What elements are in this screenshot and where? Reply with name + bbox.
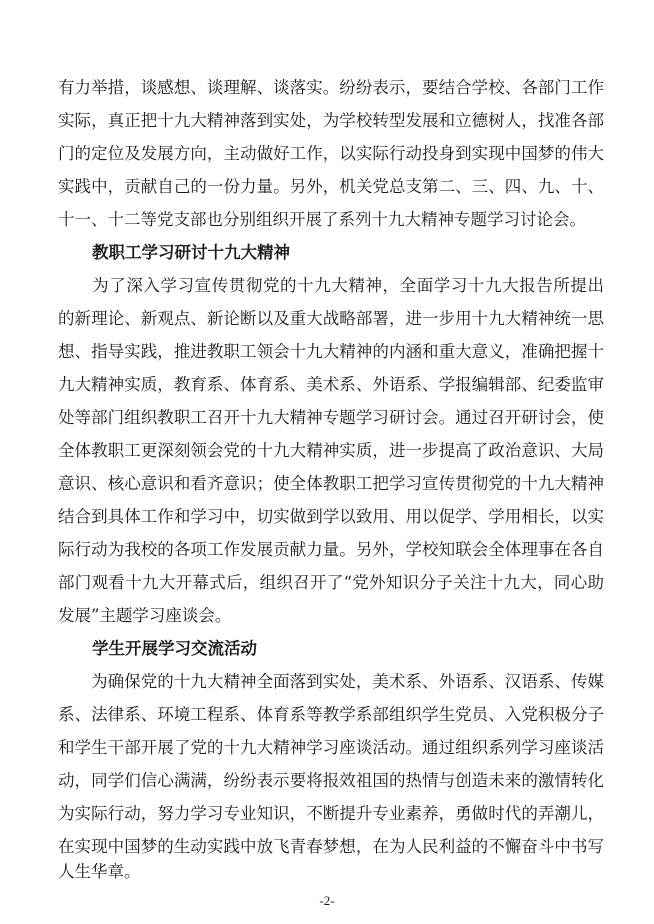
body-text-line: 实际，真正把十九大精神落到实处，为学校转型发展和立德树人，找准各部 [58, 111, 604, 130]
body-text-line: 人生华章。 [58, 862, 141, 881]
body-text-line: 在实现中国梦的生动实践中放飞青春梦想，在为人民利益的不懈奋斗中书写 [58, 837, 604, 856]
body-text-line: 处等部门组织教职工召开十九大精神专题学习研讨会。通过召开研讨会，使 [58, 408, 604, 427]
body-text-line: 动，同学们信心满满，纷纷表示要将报效祖国的热情与创造未来的激情转化 [58, 771, 604, 790]
body-text-line: 全体教职工更深刻领会党的十九大精神实质，进一步提高了政治意识、大局 [58, 441, 604, 460]
page-number: -2- [319, 893, 335, 908]
body-text-line: 结合到具体工作和学习中，切实做到学以致用、用以促学、学用相长，以实 [58, 507, 604, 526]
body-text-line: 的新理论、新观点、新论断以及重大战略部署，进一步用十九大精神统一思 [58, 309, 604, 328]
body-text-line: 际行动为我校的各项工作发展贡献力量。另外，学校知联会全体理事在各自 [58, 540, 604, 559]
body-text-line: 想、指导实践，推进教职工领会十九大精神的内涵和重大意义，准确把握十 [58, 342, 604, 361]
body-text-line: 发展”主题学习座谈会。 [58, 606, 232, 625]
body-text-line: 和学生干部开展了党的十九大精神学习座谈活动。通过组织系列学习座谈活 [58, 738, 604, 757]
body-text-line: 为了深入学习宣传贯彻党的十九大精神，全面学习十九大报告所提出 [58, 276, 604, 295]
body-text-line: 系、法律系、环境工程系、体育系等教学系部组织学生党员、入党积极分子 [58, 705, 604, 724]
body-text-line: 部门观看十九大开幕式后，组织召开了“党外知识分子关注十九大，同心助 [58, 573, 604, 592]
body-text-line: 实践中，贡献自己的一份力量。另外，机关党总支第二、三、四、九、十、 [58, 177, 604, 196]
body-text-line: 为实际行动，努力学习专业知识，不断提升专业素养，勇做时代的弄潮儿， [58, 804, 604, 823]
body-text-line: 门的定位及发展方向，主动做好工作，以实际行动投身到实现中国梦的伟大 [58, 144, 604, 163]
section-heading: 教职工学习研讨十九大精神 [92, 243, 290, 262]
body-text-line: 十一、十二等党支部也分别组织开展了系列十九大精神专题学习讨论会。 [58, 210, 586, 229]
body-text-line: 意识、核心意识和看齐意识；使全体教职工把学习宣传贯彻党的十九大精神 [58, 474, 604, 493]
body-text-line: 为确保党的十九大精神全面落到实处，美术系、外语系、汉语系、传媒 [58, 672, 604, 691]
section-heading: 学生开展学习交流活动 [92, 639, 257, 658]
body-text-line: 有力举措，谈感想、谈理解、谈落实。纷纷表示，要结合学校、各部门工作 [58, 78, 604, 97]
body-text-line: 九大精神实质，教育系、体育系、美术系、外语系、学报编辑部、纪委监审 [58, 375, 604, 394]
